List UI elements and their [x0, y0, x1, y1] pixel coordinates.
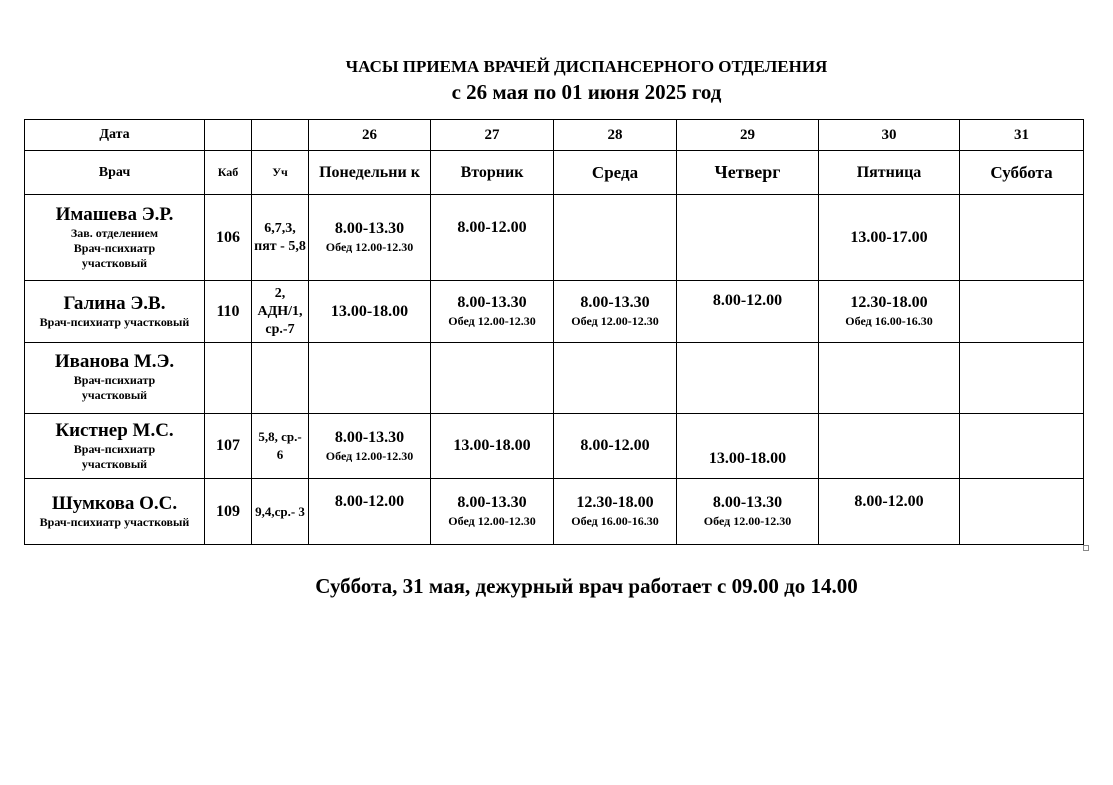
- friday-hours: [819, 414, 960, 479]
- saturday-hours: [960, 281, 1084, 343]
- doctor-role: участковый: [81, 388, 148, 402]
- district-numbers: 9,4,ср.- 3: [252, 479, 309, 545]
- doctor-name: Галина Э.В.: [63, 293, 166, 314]
- doctor-name: Имашева Э.Р.: [55, 204, 174, 225]
- table-row: [25, 281, 1084, 343]
- wednesday-hours: 8.00-12.00: [554, 414, 677, 479]
- header-empty-uch: [252, 120, 309, 151]
- uch-label: Уч: [252, 151, 309, 195]
- header-dates-row: [25, 120, 1084, 151]
- doctor-name: Кистнер М.С.: [55, 420, 174, 441]
- doctor-role: Врач-психиатр участковый: [39, 515, 190, 529]
- day-monday: Понедельни к: [309, 151, 431, 195]
- district-numbers: 5,8, ср.- 6: [252, 414, 309, 479]
- date-label: Дата: [25, 120, 205, 151]
- schedule-table: [24, 119, 1084, 545]
- tuesday-hours: [431, 343, 554, 414]
- header-empty-cab: [205, 120, 252, 151]
- tuesday-hours: 13.00-18.00: [431, 414, 554, 479]
- cab-label: Каб: [205, 151, 252, 195]
- table-resize-handle[interactable]: [1083, 545, 1089, 551]
- doctor-role: Зав. отделением: [70, 226, 159, 240]
- date-wednesday: 28: [554, 120, 677, 151]
- doctor-role: участковый: [81, 256, 148, 270]
- friday-hours: 12.30-18.00 Обед 16.00-16.30: [819, 281, 960, 343]
- monday-hours: 8.00-13.30 Обед 12.00-12.30: [309, 195, 431, 281]
- doctor-cell: [25, 281, 205, 343]
- saturday-hours: [960, 479, 1084, 545]
- date-monday: 26: [309, 120, 431, 151]
- day-wednesday: Среда: [554, 151, 677, 195]
- day-thursday: Четверг: [677, 151, 819, 195]
- thursday-hours: 8.00-13.30 Обед 12.00-12.30: [677, 479, 819, 545]
- thursday-hours: [677, 195, 819, 281]
- saturday-duty-note: Суббота, 31 мая, дежурный врач работает с 09.00 до 14.00: [315, 574, 858, 598]
- doctor-name: Иванова М.Э.: [54, 351, 175, 372]
- page-subtitle: с 26 мая по 01 июня 2025 год: [451, 80, 722, 104]
- page-title: ЧАСЫ ПРИЕМА ВРАЧЕЙ ДИСПАНСЕРНОГО ОТДЕЛЕНИЯ: [345, 57, 828, 76]
- date-thursday: 29: [677, 120, 819, 151]
- thursday-hours: 13.00-18.00: [677, 414, 819, 479]
- district-numbers: 6,7,3, пят - 5,8: [252, 195, 309, 281]
- doctor-role: участковый: [81, 457, 148, 471]
- doctor-role: Врач-психиатр участковый: [39, 315, 190, 329]
- monday-hours: 8.00-13.30 Обед 12.00-12.30: [309, 414, 431, 479]
- tuesday-hours: 8.00-13.30 Обед 12.00-12.30: [431, 281, 554, 343]
- doctor-role: Врач-психиатр: [73, 241, 156, 255]
- doctor-cell: [25, 414, 205, 479]
- cabinet-number: 106: [205, 195, 252, 281]
- doctor-label: Врач: [25, 151, 205, 195]
- district-numbers: [252, 343, 309, 414]
- district-numbers: 2, АДН/1, ср.-7: [252, 281, 309, 343]
- friday-hours: [819, 343, 960, 414]
- wednesday-hours: [554, 195, 677, 281]
- monday-hours: 8.00-12.00: [309, 479, 431, 545]
- doctor-name: Шумкова О.С.: [51, 493, 178, 514]
- saturday-hours: [960, 343, 1084, 414]
- table-row: [25, 343, 1084, 414]
- doctor-cell: [25, 195, 205, 281]
- date-tuesday: 27: [431, 120, 554, 151]
- cabinet-number: 109: [205, 479, 252, 545]
- cabinet-number: [205, 343, 252, 414]
- friday-hours: 8.00-12.00: [819, 479, 960, 545]
- wednesday-hours: 8.00-13.30 Обед 12.00-12.30: [554, 281, 677, 343]
- cabinet-number: 107: [205, 414, 252, 479]
- date-saturday: 31: [960, 120, 1084, 151]
- cabinet-number: 110: [205, 281, 252, 343]
- table-row: [25, 195, 1084, 281]
- monday-hours: [309, 343, 431, 414]
- saturday-hours: [960, 195, 1084, 281]
- day-tuesday: Вторник: [431, 151, 554, 195]
- doctor-role: Врач-психиатр: [73, 373, 156, 387]
- thursday-hours: 8.00-12.00: [677, 281, 819, 343]
- wednesday-hours: [554, 343, 677, 414]
- table-row: [25, 414, 1084, 479]
- monday-hours: 13.00-18.00: [309, 281, 431, 343]
- doctor-cell: [25, 343, 205, 414]
- friday-hours: 13.00-17.00: [819, 195, 960, 281]
- thursday-hours: [677, 343, 819, 414]
- tuesday-hours: 8.00-13.30 Обед 12.00-12.30: [431, 479, 554, 545]
- day-saturday: Суббота: [960, 151, 1084, 195]
- day-friday: Пятница: [819, 151, 960, 195]
- doctor-cell: [25, 479, 205, 545]
- wednesday-hours: 12.30-18.00 Обед 16.00-16.30: [554, 479, 677, 545]
- doctor-role: Врач-психиатр: [73, 442, 156, 456]
- saturday-hours: [960, 414, 1084, 479]
- date-friday: 30: [819, 120, 960, 151]
- table-row: [25, 479, 1084, 545]
- header-days-row: [25, 151, 1084, 195]
- tuesday-hours: 8.00-12.00: [431, 195, 554, 281]
